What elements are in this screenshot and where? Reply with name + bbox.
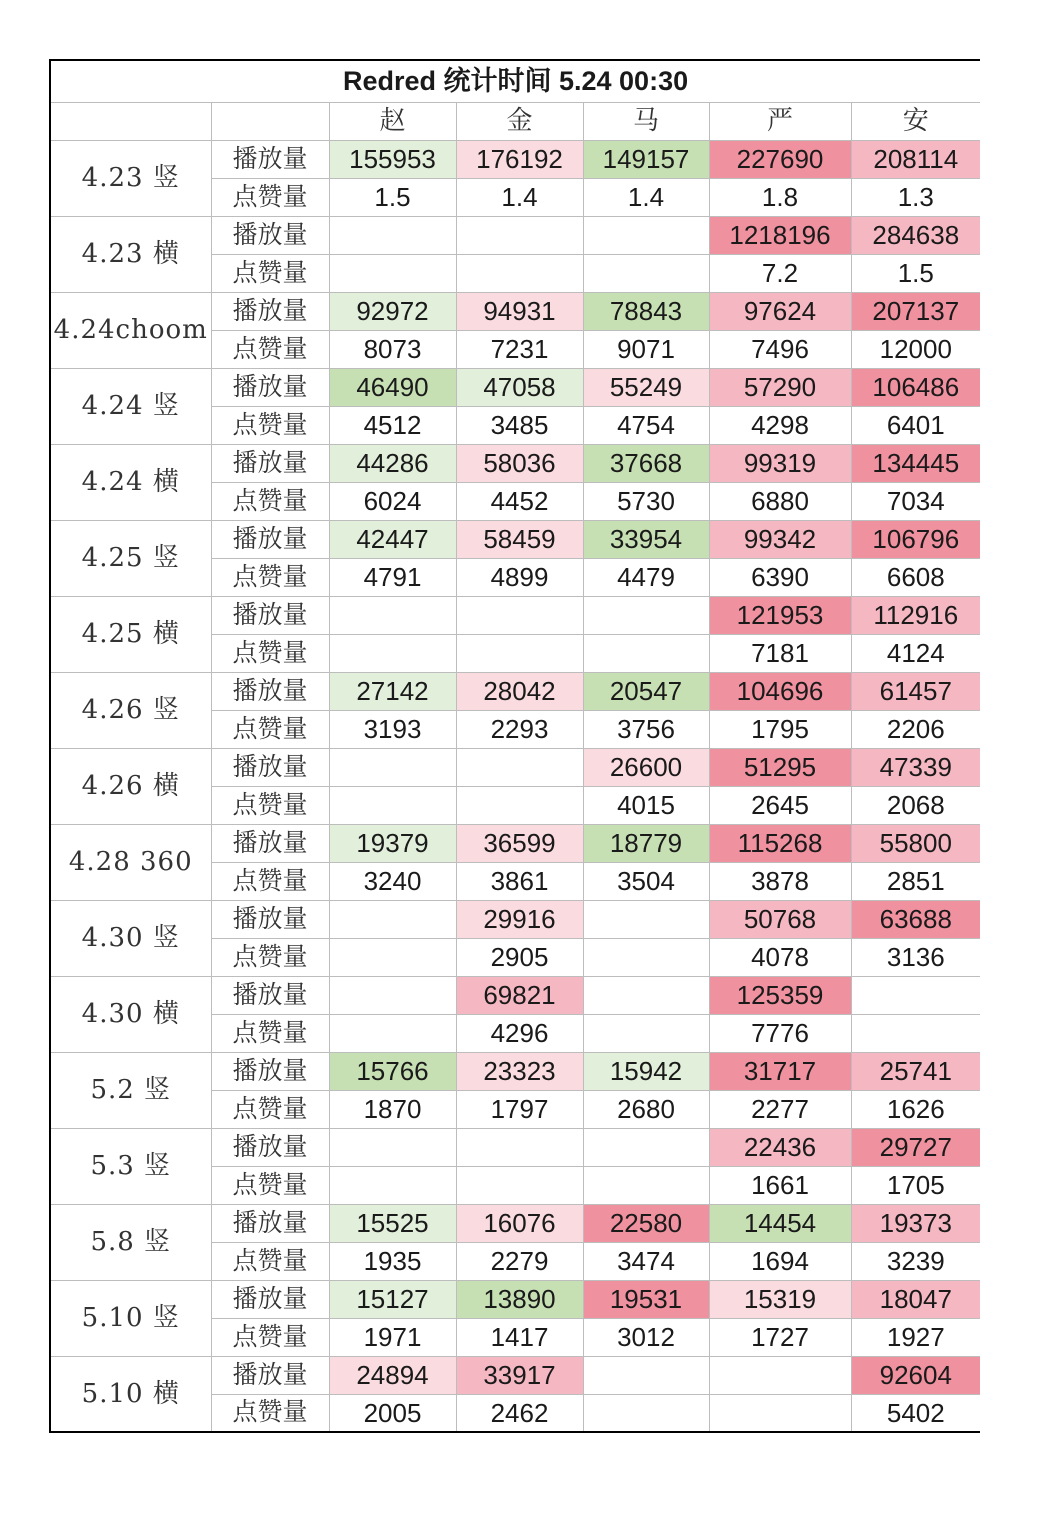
plays-value-cell: 28042 [456, 672, 583, 710]
plays-value-cell: 58459 [456, 520, 583, 558]
likes-value-cell: 2851 [851, 862, 980, 900]
likes-value-cell: 2905 [456, 938, 583, 976]
likes-value-cell: 9071 [583, 330, 709, 368]
likes-value-cell [329, 938, 456, 976]
likes-value-cell [583, 938, 709, 976]
likes-value-cell: 1.4 [583, 178, 709, 216]
plays-value-cell: 227690 [709, 140, 851, 178]
plays-value-cell: 19379 [329, 824, 456, 862]
plays-value-cell: 13890 [456, 1280, 583, 1318]
plays-metric-label: 播放量 [211, 824, 329, 862]
plays-value-cell: 37668 [583, 444, 709, 482]
plays-value-cell: 15942 [583, 1052, 709, 1090]
row-date-label: 4.28 360 [50, 824, 211, 900]
likes-value-cell: 1.8 [709, 178, 851, 216]
row-date-label: 5.3 竖 [50, 1128, 211, 1204]
likes-value-cell: 2277 [709, 1090, 851, 1128]
plays-value-cell: 69821 [456, 976, 583, 1014]
plays-value-cell: 94931 [456, 292, 583, 330]
plays-value-cell: 31717 [709, 1052, 851, 1090]
likes-value-cell: 2279 [456, 1242, 583, 1280]
plays-metric-label: 播放量 [211, 976, 329, 1014]
likes-value-cell [583, 1394, 709, 1432]
likes-metric-label: 点赞量 [211, 862, 329, 900]
plays-row [50, 1280, 980, 1318]
plays-value-cell: 15766 [329, 1052, 456, 1090]
plays-row [50, 1128, 980, 1166]
row-date-label: 4.24choom [50, 292, 211, 368]
likes-value-cell: 3193 [329, 710, 456, 748]
header-metric-cell [211, 102, 329, 140]
plays-metric-label: 播放量 [211, 1204, 329, 1242]
plays-value-cell: 18779 [583, 824, 709, 862]
column-header: 马 [583, 102, 709, 140]
row-date-label: 4.30 竖 [50, 900, 211, 976]
likes-value-cell: 4791 [329, 558, 456, 596]
likes-value-cell: 5730 [583, 482, 709, 520]
plays-metric-label: 播放量 [211, 596, 329, 634]
row-date-label: 4.26 横 [50, 748, 211, 824]
likes-value-cell: 4452 [456, 482, 583, 520]
likes-value-cell: 2680 [583, 1090, 709, 1128]
likes-metric-label: 点赞量 [211, 330, 329, 368]
column-header: 安 [851, 102, 980, 140]
likes-value-cell: 2206 [851, 710, 980, 748]
likes-value-cell: 4124 [851, 634, 980, 672]
likes-value-cell: 1694 [709, 1242, 851, 1280]
likes-value-cell: 6390 [709, 558, 851, 596]
likes-value-cell: 5402 [851, 1394, 980, 1432]
column-header: 赵 [329, 102, 456, 140]
row-date-label: 4.24 横 [50, 444, 211, 520]
likes-value-cell: 1795 [709, 710, 851, 748]
likes-value-cell: 1870 [329, 1090, 456, 1128]
plays-value-cell [329, 1128, 456, 1166]
plays-value-cell: 149157 [583, 140, 709, 178]
plays-value-cell: 19373 [851, 1204, 980, 1242]
likes-value-cell: 2645 [709, 786, 851, 824]
likes-metric-label: 点赞量 [211, 786, 329, 824]
plays-value-cell: 92604 [851, 1356, 980, 1394]
plays-value-cell: 42447 [329, 520, 456, 558]
likes-value-cell [456, 1166, 583, 1204]
plays-value-cell: 47058 [456, 368, 583, 406]
likes-value-cell: 7181 [709, 634, 851, 672]
plays-value-cell: 112916 [851, 596, 980, 634]
plays-row [50, 1052, 980, 1090]
likes-value-cell [456, 786, 583, 824]
plays-metric-label: 播放量 [211, 140, 329, 178]
likes-value-cell [329, 1166, 456, 1204]
plays-value-cell [329, 900, 456, 938]
plays-value-cell: 15525 [329, 1204, 456, 1242]
likes-metric-label: 点赞量 [211, 254, 329, 292]
likes-value-cell [456, 634, 583, 672]
plays-value-cell: 61457 [851, 672, 980, 710]
plays-value-cell: 29727 [851, 1128, 980, 1166]
likes-value-cell: 1705 [851, 1166, 980, 1204]
row-date-label: 4.25 竖 [50, 520, 211, 596]
stats-table-body [50, 60, 980, 1432]
likes-value-cell [851, 1014, 980, 1052]
likes-value-cell [709, 1394, 851, 1432]
plays-value-cell: 33917 [456, 1356, 583, 1394]
likes-value-cell: 1.5 [329, 178, 456, 216]
likes-value-cell: 3474 [583, 1242, 709, 1280]
likes-metric-label: 点赞量 [211, 1242, 329, 1280]
plays-value-cell [456, 748, 583, 786]
plays-value-cell: 284638 [851, 216, 980, 254]
plays-value-cell [583, 900, 709, 938]
likes-value-cell: 1971 [329, 1318, 456, 1356]
plays-value-cell: 15127 [329, 1280, 456, 1318]
plays-value-cell [456, 1128, 583, 1166]
plays-metric-label: 播放量 [211, 672, 329, 710]
plays-row [50, 216, 980, 254]
plays-metric-label: 播放量 [211, 1280, 329, 1318]
plays-value-cell: 18047 [851, 1280, 980, 1318]
plays-row [50, 976, 980, 1014]
likes-metric-label: 点赞量 [211, 482, 329, 520]
likes-value-cell: 3239 [851, 1242, 980, 1280]
plays-value-cell [329, 596, 456, 634]
plays-value-cell: 208114 [851, 140, 980, 178]
likes-metric-label: 点赞量 [211, 1394, 329, 1432]
likes-value-cell: 12000 [851, 330, 980, 368]
likes-value-cell: 4512 [329, 406, 456, 444]
likes-value-cell: 1935 [329, 1242, 456, 1280]
plays-value-cell: 99342 [709, 520, 851, 558]
plays-value-cell: 50768 [709, 900, 851, 938]
plays-value-cell [329, 976, 456, 1014]
plays-row [50, 1204, 980, 1242]
likes-value-cell: 4296 [456, 1014, 583, 1052]
plays-row [50, 824, 980, 862]
plays-value-cell: 92972 [329, 292, 456, 330]
plays-value-cell: 58036 [456, 444, 583, 482]
plays-value-cell [329, 216, 456, 254]
likes-value-cell: 3878 [709, 862, 851, 900]
plays-value-cell: 63688 [851, 900, 980, 938]
plays-value-cell [709, 1356, 851, 1394]
plays-row [50, 1356, 980, 1394]
plays-value-cell [583, 1128, 709, 1166]
plays-value-cell: 176192 [456, 140, 583, 178]
plays-value-cell: 125359 [709, 976, 851, 1014]
header-row [50, 102, 980, 140]
likes-value-cell: 3861 [456, 862, 583, 900]
plays-value-cell: 97624 [709, 292, 851, 330]
column-header: 严 [709, 102, 851, 140]
plays-metric-label: 播放量 [211, 1128, 329, 1166]
likes-value-cell: 7.2 [709, 254, 851, 292]
likes-value-cell: 4899 [456, 558, 583, 596]
likes-value-cell: 7231 [456, 330, 583, 368]
plays-value-cell: 155953 [329, 140, 456, 178]
likes-value-cell: 7496 [709, 330, 851, 368]
likes-metric-label: 点赞量 [211, 406, 329, 444]
likes-value-cell: 4479 [583, 558, 709, 596]
row-date-label: 5.2 竖 [50, 1052, 211, 1128]
plays-value-cell: 51295 [709, 748, 851, 786]
likes-value-cell: 3485 [456, 406, 583, 444]
plays-row [50, 140, 980, 178]
likes-value-cell: 2462 [456, 1394, 583, 1432]
likes-value-cell: 4015 [583, 786, 709, 824]
plays-value-cell: 46490 [329, 368, 456, 406]
plays-metric-label: 播放量 [211, 292, 329, 330]
likes-value-cell: 7034 [851, 482, 980, 520]
row-date-label: 4.24 竖 [50, 368, 211, 444]
plays-value-cell: 14454 [709, 1204, 851, 1242]
stats-table [49, 59, 980, 1433]
plays-metric-label: 播放量 [211, 444, 329, 482]
likes-value-cell: 1927 [851, 1318, 980, 1356]
plays-value-cell: 99319 [709, 444, 851, 482]
plays-value-cell: 134445 [851, 444, 980, 482]
likes-value-cell: 6024 [329, 482, 456, 520]
plays-metric-label: 播放量 [211, 900, 329, 938]
plays-value-cell [583, 216, 709, 254]
likes-value-cell: 3240 [329, 862, 456, 900]
likes-value-cell: 1727 [709, 1318, 851, 1356]
plays-metric-label: 播放量 [211, 748, 329, 786]
plays-value-cell: 15319 [709, 1280, 851, 1318]
plays-value-cell: 115268 [709, 824, 851, 862]
plays-row [50, 292, 980, 330]
plays-value-cell: 44286 [329, 444, 456, 482]
sheet-title: Redred 统计时间 5.24 00:30 [50, 60, 980, 102]
plays-value-cell: 27142 [329, 672, 456, 710]
row-date-label: 4.30 横 [50, 976, 211, 1052]
row-date-label: 5.8 竖 [50, 1204, 211, 1280]
likes-value-cell: 1.4 [456, 178, 583, 216]
plays-row [50, 520, 980, 558]
likes-metric-label: 点赞量 [211, 1318, 329, 1356]
plays-row [50, 900, 980, 938]
likes-value-cell: 6608 [851, 558, 980, 596]
likes-value-cell: 2293 [456, 710, 583, 748]
likes-metric-label: 点赞量 [211, 938, 329, 976]
likes-value-cell [583, 1014, 709, 1052]
plays-value-cell: 25741 [851, 1052, 980, 1090]
likes-value-cell [329, 634, 456, 672]
plays-row [50, 748, 980, 786]
plays-value-cell: 57290 [709, 368, 851, 406]
likes-value-cell [329, 1014, 456, 1052]
likes-value-cell: 4298 [709, 406, 851, 444]
row-date-label: 4.23 横 [50, 216, 211, 292]
plays-value-cell: 26600 [583, 748, 709, 786]
likes-value-cell [329, 254, 456, 292]
plays-value-cell: 23323 [456, 1052, 583, 1090]
plays-value-cell: 19531 [583, 1280, 709, 1318]
plays-value-cell: 24894 [329, 1356, 456, 1394]
plays-value-cell [583, 1356, 709, 1394]
row-date-label: 5.10 横 [50, 1356, 211, 1432]
likes-metric-label: 点赞量 [211, 634, 329, 672]
plays-row [50, 672, 980, 710]
plays-metric-label: 播放量 [211, 1356, 329, 1394]
likes-value-cell [583, 634, 709, 672]
plays-value-cell: 36599 [456, 824, 583, 862]
plays-value-cell: 29916 [456, 900, 583, 938]
title-row [50, 60, 980, 102]
likes-value-cell [583, 254, 709, 292]
column-header: 金 [456, 102, 583, 140]
plays-row [50, 444, 980, 482]
likes-metric-label: 点赞量 [211, 558, 329, 596]
plays-value-cell: 22436 [709, 1128, 851, 1166]
plays-value-cell [583, 976, 709, 1014]
plays-value-cell: 47339 [851, 748, 980, 786]
plays-value-cell [851, 976, 980, 1014]
row-date-label: 4.23 竖 [50, 140, 211, 216]
row-date-label: 4.25 横 [50, 596, 211, 672]
row-date-label: 5.10 竖 [50, 1280, 211, 1356]
plays-value-cell: 33954 [583, 520, 709, 558]
plays-value-cell: 78843 [583, 292, 709, 330]
likes-value-cell: 2068 [851, 786, 980, 824]
likes-value-cell: 1626 [851, 1090, 980, 1128]
plays-value-cell [583, 596, 709, 634]
likes-value-cell: 3012 [583, 1318, 709, 1356]
likes-value-cell: 8073 [329, 330, 456, 368]
plays-value-cell: 55249 [583, 368, 709, 406]
likes-value-cell: 3504 [583, 862, 709, 900]
likes-value-cell: 4754 [583, 406, 709, 444]
likes-value-cell: 2005 [329, 1394, 456, 1432]
likes-value-cell: 7776 [709, 1014, 851, 1052]
likes-value-cell [456, 254, 583, 292]
plays-value-cell: 55800 [851, 824, 980, 862]
plays-value-cell: 106486 [851, 368, 980, 406]
likes-value-cell: 6880 [709, 482, 851, 520]
likes-metric-label: 点赞量 [211, 1014, 329, 1052]
plays-row [50, 368, 980, 406]
likes-value-cell [583, 1166, 709, 1204]
plays-value-cell: 20547 [583, 672, 709, 710]
likes-value-cell: 3756 [583, 710, 709, 748]
likes-value-cell: 3136 [851, 938, 980, 976]
plays-value-cell [329, 748, 456, 786]
plays-value-cell: 1218196 [709, 216, 851, 254]
likes-metric-label: 点赞量 [211, 178, 329, 216]
likes-value-cell [329, 786, 456, 824]
likes-metric-label: 点赞量 [211, 1166, 329, 1204]
header-corner-cell [50, 102, 211, 140]
plays-value-cell [456, 216, 583, 254]
likes-value-cell: 1661 [709, 1166, 851, 1204]
likes-value-cell: 1797 [456, 1090, 583, 1128]
plays-value-cell: 106796 [851, 520, 980, 558]
plays-metric-label: 播放量 [211, 216, 329, 254]
plays-metric-label: 播放量 [211, 368, 329, 406]
likes-value-cell: 1.5 [851, 254, 980, 292]
plays-value-cell: 104696 [709, 672, 851, 710]
likes-metric-label: 点赞量 [211, 710, 329, 748]
plays-value-cell: 16076 [456, 1204, 583, 1242]
plays-metric-label: 播放量 [211, 520, 329, 558]
plays-metric-label: 播放量 [211, 1052, 329, 1090]
likes-value-cell: 4078 [709, 938, 851, 976]
plays-value-cell: 22580 [583, 1204, 709, 1242]
plays-value-cell: 121953 [709, 596, 851, 634]
likes-value-cell: 1417 [456, 1318, 583, 1356]
likes-value-cell: 6401 [851, 406, 980, 444]
row-date-label: 4.26 竖 [50, 672, 211, 748]
likes-metric-label: 点赞量 [211, 1090, 329, 1128]
plays-row [50, 596, 980, 634]
plays-value-cell [456, 596, 583, 634]
plays-value-cell: 207137 [851, 292, 980, 330]
likes-value-cell: 1.3 [851, 178, 980, 216]
